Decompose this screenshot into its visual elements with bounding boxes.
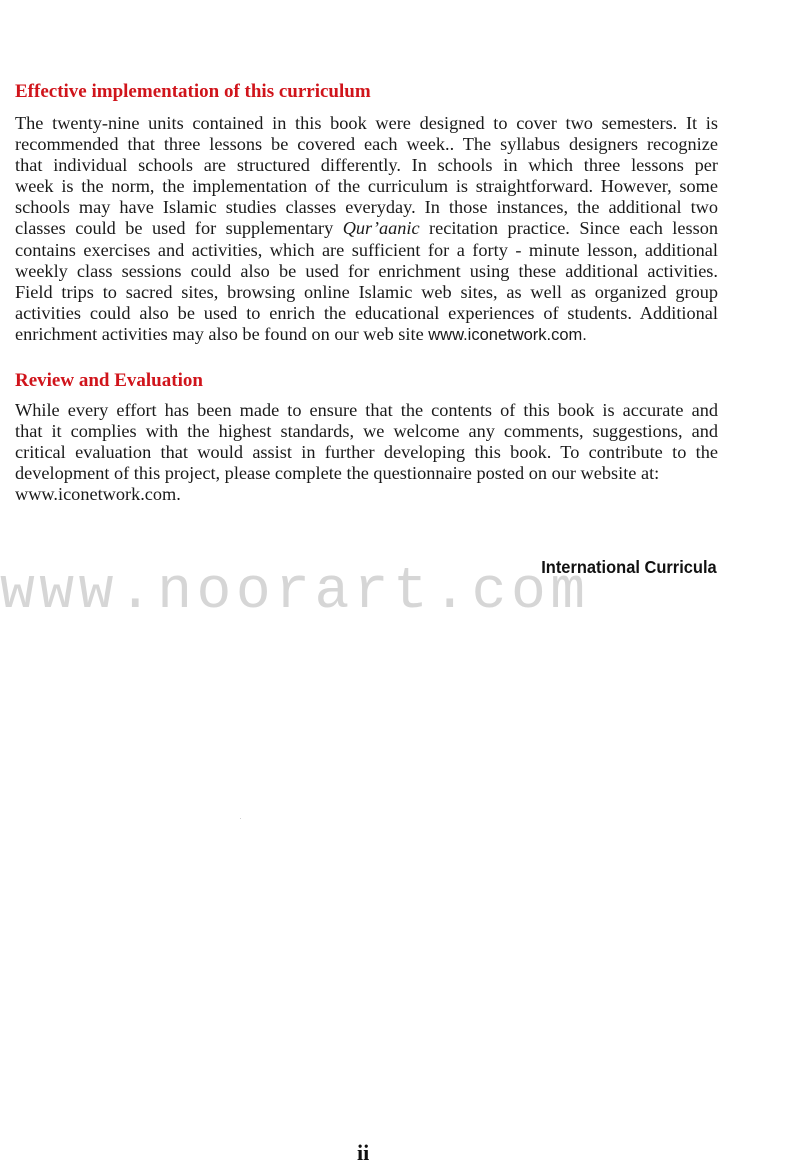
text-line: Field trips to sacred sites, browsing online Islamic web sites, as well as organized group <box>15 281 718 302</box>
website-url-line: www.iconetwork.com. <box>15 484 181 505</box>
text-line: critical evaluation that would assist in further developing this book. To contribute to the <box>15 442 718 463</box>
text-line: schools may have Islamic studies classes everyday. In those instances, the additional two <box>15 197 718 218</box>
signature-international-curricula: International Curricula <box>541 557 717 577</box>
section-heading-implementation: Effective implementation of this curriculum <box>15 81 371 102</box>
text-line: development of this project, please complete the questionnaire posted on our website at: <box>15 463 660 484</box>
italic-term-quraanic: Qur’aanic <box>342 218 420 239</box>
watermark: www.noorart.com <box>0 560 590 625</box>
text-segment: recitation practice. Since each lesson <box>419 218 718 239</box>
paragraph-review <box>15 400 718 505</box>
section-heading-review: Review and Evaluation <box>15 370 203 391</box>
text-line: activities could also be used to enrich the educational experiences of students. Additional <box>15 302 718 323</box>
website-link: www.iconetwork.com. <box>428 325 587 344</box>
text-line <box>15 218 718 239</box>
text-line: that individual schools are structured differently. In schools in which three lessons per <box>15 155 718 176</box>
page-number: ii <box>357 1140 370 1165</box>
text-segment: classes could be used for supplementary <box>15 218 343 239</box>
text-line: week is the norm, the implementation of the curriculum is straightforward. However, some <box>15 176 718 197</box>
text-line: that it complies with the highest standards, we welcome any comments, suggestions, and <box>15 421 718 442</box>
text-line: weekly class sessions could also be used for enrichment using these additional activities. <box>15 260 718 281</box>
text-line: contains exercises and activities, which are sufficient for a forty - minute lesson, additional <box>15 239 718 260</box>
paragraph-implementation <box>15 113 718 345</box>
text-segment: enrichment activities may also be found on our web site <box>15 323 429 344</box>
text-line: recommended that three lessons be covered each week.. The syllabus designers recognize <box>15 134 718 155</box>
scan-speck <box>240 818 241 819</box>
text-line <box>15 324 718 345</box>
text-line: The twenty-nine units contained in this book were designed to cover two semesters. It is <box>15 113 718 133</box>
text-line: While every effort has been made to ensure that the contents of this book is accurate and <box>15 400 718 420</box>
